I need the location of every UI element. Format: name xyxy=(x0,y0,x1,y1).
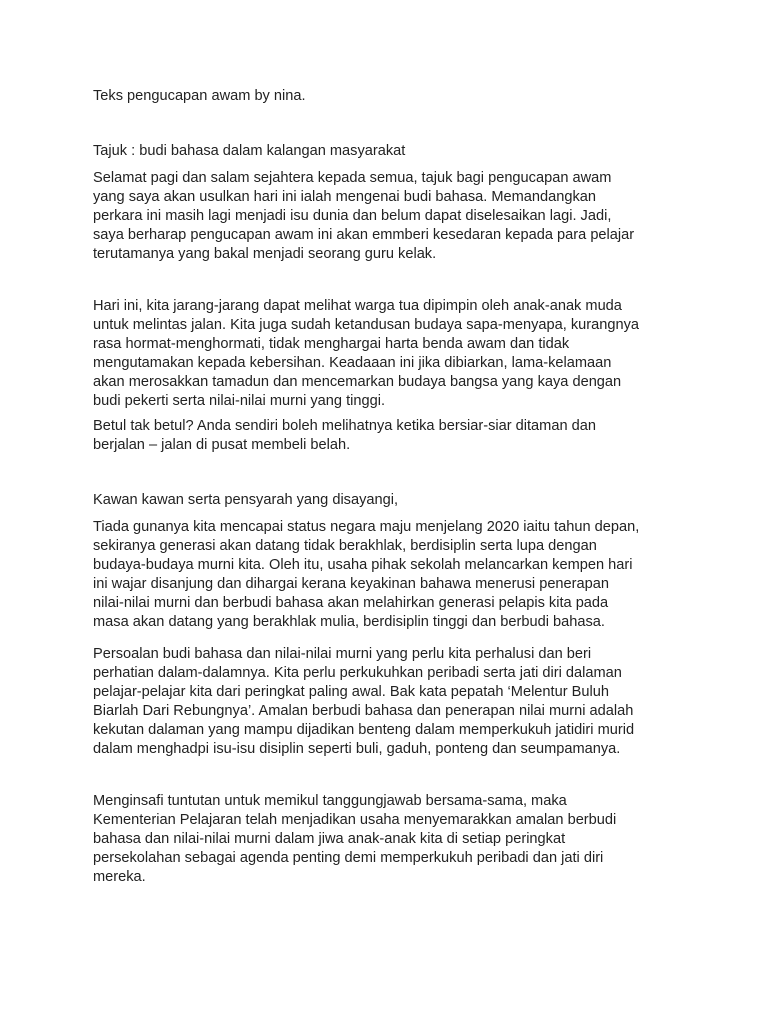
paragraph-issue: Persoalan budi bahasa dan nilai-nilai murni yang perlu kita perhalusi dan beri perhatian dalam-dalamnya. Kita perlu perkukuhkan peribadi serta jati diri dalaman pelajar-pelajar kita dari peringkat paling awal. Bak kata pepatah ‘Melentur Buluh Biarlah Dari Rebungnya’. Amalan berbudi bahasa dan penerapan nilai murni adalah kekutan dalaman yang mampu dijadikan benteng dalam memperkukuh jatidiri murid dalam menghadpi isu-isu disiplin seperti buli, gaduh, ponteng dan seumpamanya. xyxy=(93,646,635,757)
document-topic: Tajuk : budi bahasa dalam kalangan masyarakat xyxy=(93,143,406,159)
document-heading: Teks pengucapan awam by nina. xyxy=(93,88,306,104)
paragraph-status: Tiada gunanya kita mencapai status negara maju menjelang 2020 iaitu tahun depan, sekiranya generasi akan datang tidak berakhlak, berdisiplin serta lupa dengan budaya-budaya murni kita. Oleh itu, usaha pihak sekolah melancarkan kempen hari ini wajar disanjung dan dihargai kerana keyakinan bahawa menerusi penerapan nilai-nilai murni dan berbudi bahasa akan melahirkan generasi pelapis kita pada masa akan datang yang berakhlak mulia, berdisiplin tinggi dan berbudi bahasa. xyxy=(93,519,640,630)
paragraph-today: Hari ini, kita jarang-jarang dapat melihat warga tua dipimpin oleh anak-anak muda untuk melintas jalan. Kita juga sudah ketandusan budaya sapa-menyapa, kurangnya rasa hormat-menghormati, tidak menghargai harta benda awam dan tidak mengutamakan kepada kebersihan. Keadaaan ini jika dibiarkan, lama-kelamaan akan merosakkan tamadun dan mencemarkan budaya bangsa yang kaya dengan budi pekerti serta nilai-nilai murni yang tinggi. xyxy=(93,298,640,409)
paragraph-address: Kawan kawan serta pensyarah yang disayangi, xyxy=(93,492,399,508)
paragraph-ministry: Menginsafi tuntutan untuk memikul tanggungjawab bersama-sama, maka Kementerian Pelajaran telah menjadikan usaha menyemarakkan amalan berbudi bahasa dan nilai-nilai murni dalam jiwa anak-anak kita di setiap peringkat persekolahan sebagai agenda penting demi memperkukuh peribadi dan jati diri mereka. xyxy=(93,793,617,885)
paragraph-greeting: Selamat pagi dan salam sejahtera kepada semua, tajuk bagi pengucapan awam yang saya akan usulkan hari ini ialah mengenai budi bahasa. Memandangkan perkara ini masih lagi menjadi isu dunia dan belum dapat diselesaikan lagi. Jadi, saya berharap pengucapan awam ini akan emmberi kesedaran kepada para pelajar terutamanya yang bakal menjadi seorang guru kelak. xyxy=(93,170,635,262)
paragraph-question: Betul tak betul? Anda sendiri boleh melihatnya ketika bersiar-siar ditaman dan berjalan – jalan di pusat membeli belah. xyxy=(93,418,596,453)
